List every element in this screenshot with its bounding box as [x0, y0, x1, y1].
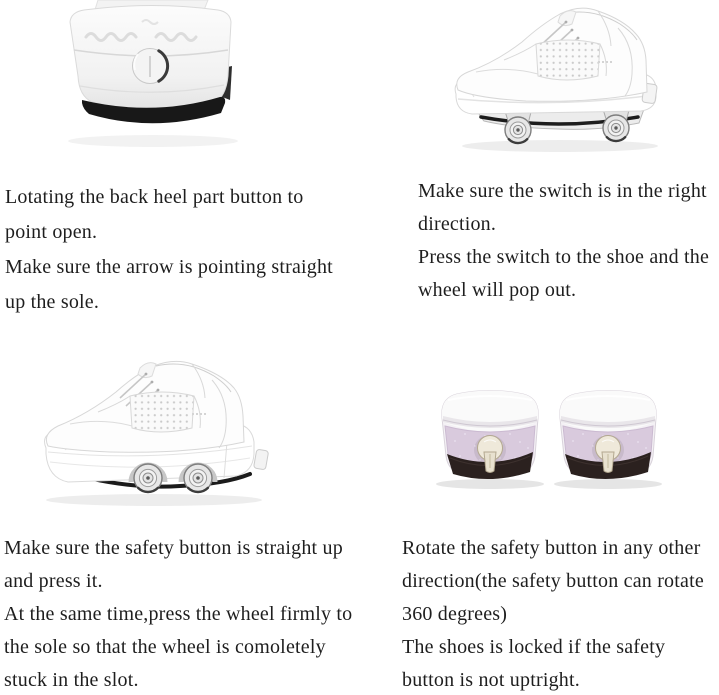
shadow: [68, 135, 238, 147]
instruction-line: Rotate the safety button in any other: [402, 537, 701, 559]
shadow: [46, 494, 262, 506]
rear-wheel: [184, 464, 212, 492]
instruction-line: Make sure the arrow is pointing straight: [5, 256, 333, 278]
shoe-upper: [46, 361, 244, 452]
front-wheel: [505, 117, 531, 143]
instruction-line: direction.: [418, 213, 497, 235]
instruction-line: Lotating the back heel part button to: [5, 186, 304, 208]
heel-pair-illustration: [432, 382, 667, 497]
photo-shoe-wheels-extended: [448, 2, 663, 154]
instruction-line: wheel will pop out.: [418, 279, 577, 301]
skate-shoe-illustration: [448, 2, 663, 154]
instruction-line: 360 degrees): [402, 603, 508, 625]
caption-step-press-wheel-in: [4, 532, 352, 695]
perforated-panel: [536, 40, 600, 80]
caption-step-lock-safety-button: [402, 532, 704, 695]
photo-heel-pair-safety-buttons: [432, 382, 667, 497]
heel-closeup-illustration: [58, 0, 243, 150]
front-wheel: [134, 464, 162, 492]
photo-heel-button-closeup: [58, 0, 243, 150]
instruction-line: point open.: [5, 221, 98, 243]
instruction-line: At the same time,press the wheel firmly to: [4, 603, 353, 625]
caption-step-open-heel-button: [5, 180, 333, 320]
shadow: [462, 140, 658, 152]
instruction-line: stuck in the slot.: [4, 669, 139, 691]
round-release-button: [133, 49, 168, 84]
perforated-panel: [130, 392, 194, 432]
instruction-line: The shoes is locked if the safety: [402, 636, 666, 658]
right-heel-safety-button: [554, 391, 662, 490]
instruction-line: Make sure the safety button is straight up: [4, 537, 343, 559]
instruction-line: the sole so that the wheel is comoletely: [4, 636, 326, 658]
skate-shoe-retracted-illustration: [30, 348, 275, 508]
photo-shoe-wheels-retracted: [30, 348, 275, 508]
instruction-line: button is not uptright.: [402, 669, 580, 691]
caption-step-switch-direction: [418, 175, 709, 307]
left-heel-safety-button: [436, 391, 544, 490]
instruction-line: Make sure the switch is in the right: [418, 180, 707, 202]
instruction-line: Press the switch to the shoe and the: [418, 246, 710, 268]
heel-tab: [254, 449, 269, 470]
rear-wheel: [603, 115, 629, 141]
instruction-line: direction(the safety button can rotate: [402, 570, 704, 592]
instruction-line: and press it.: [4, 570, 103, 592]
instruction-line: up the sole.: [5, 291, 100, 313]
shoe-upper: [457, 8, 647, 101]
